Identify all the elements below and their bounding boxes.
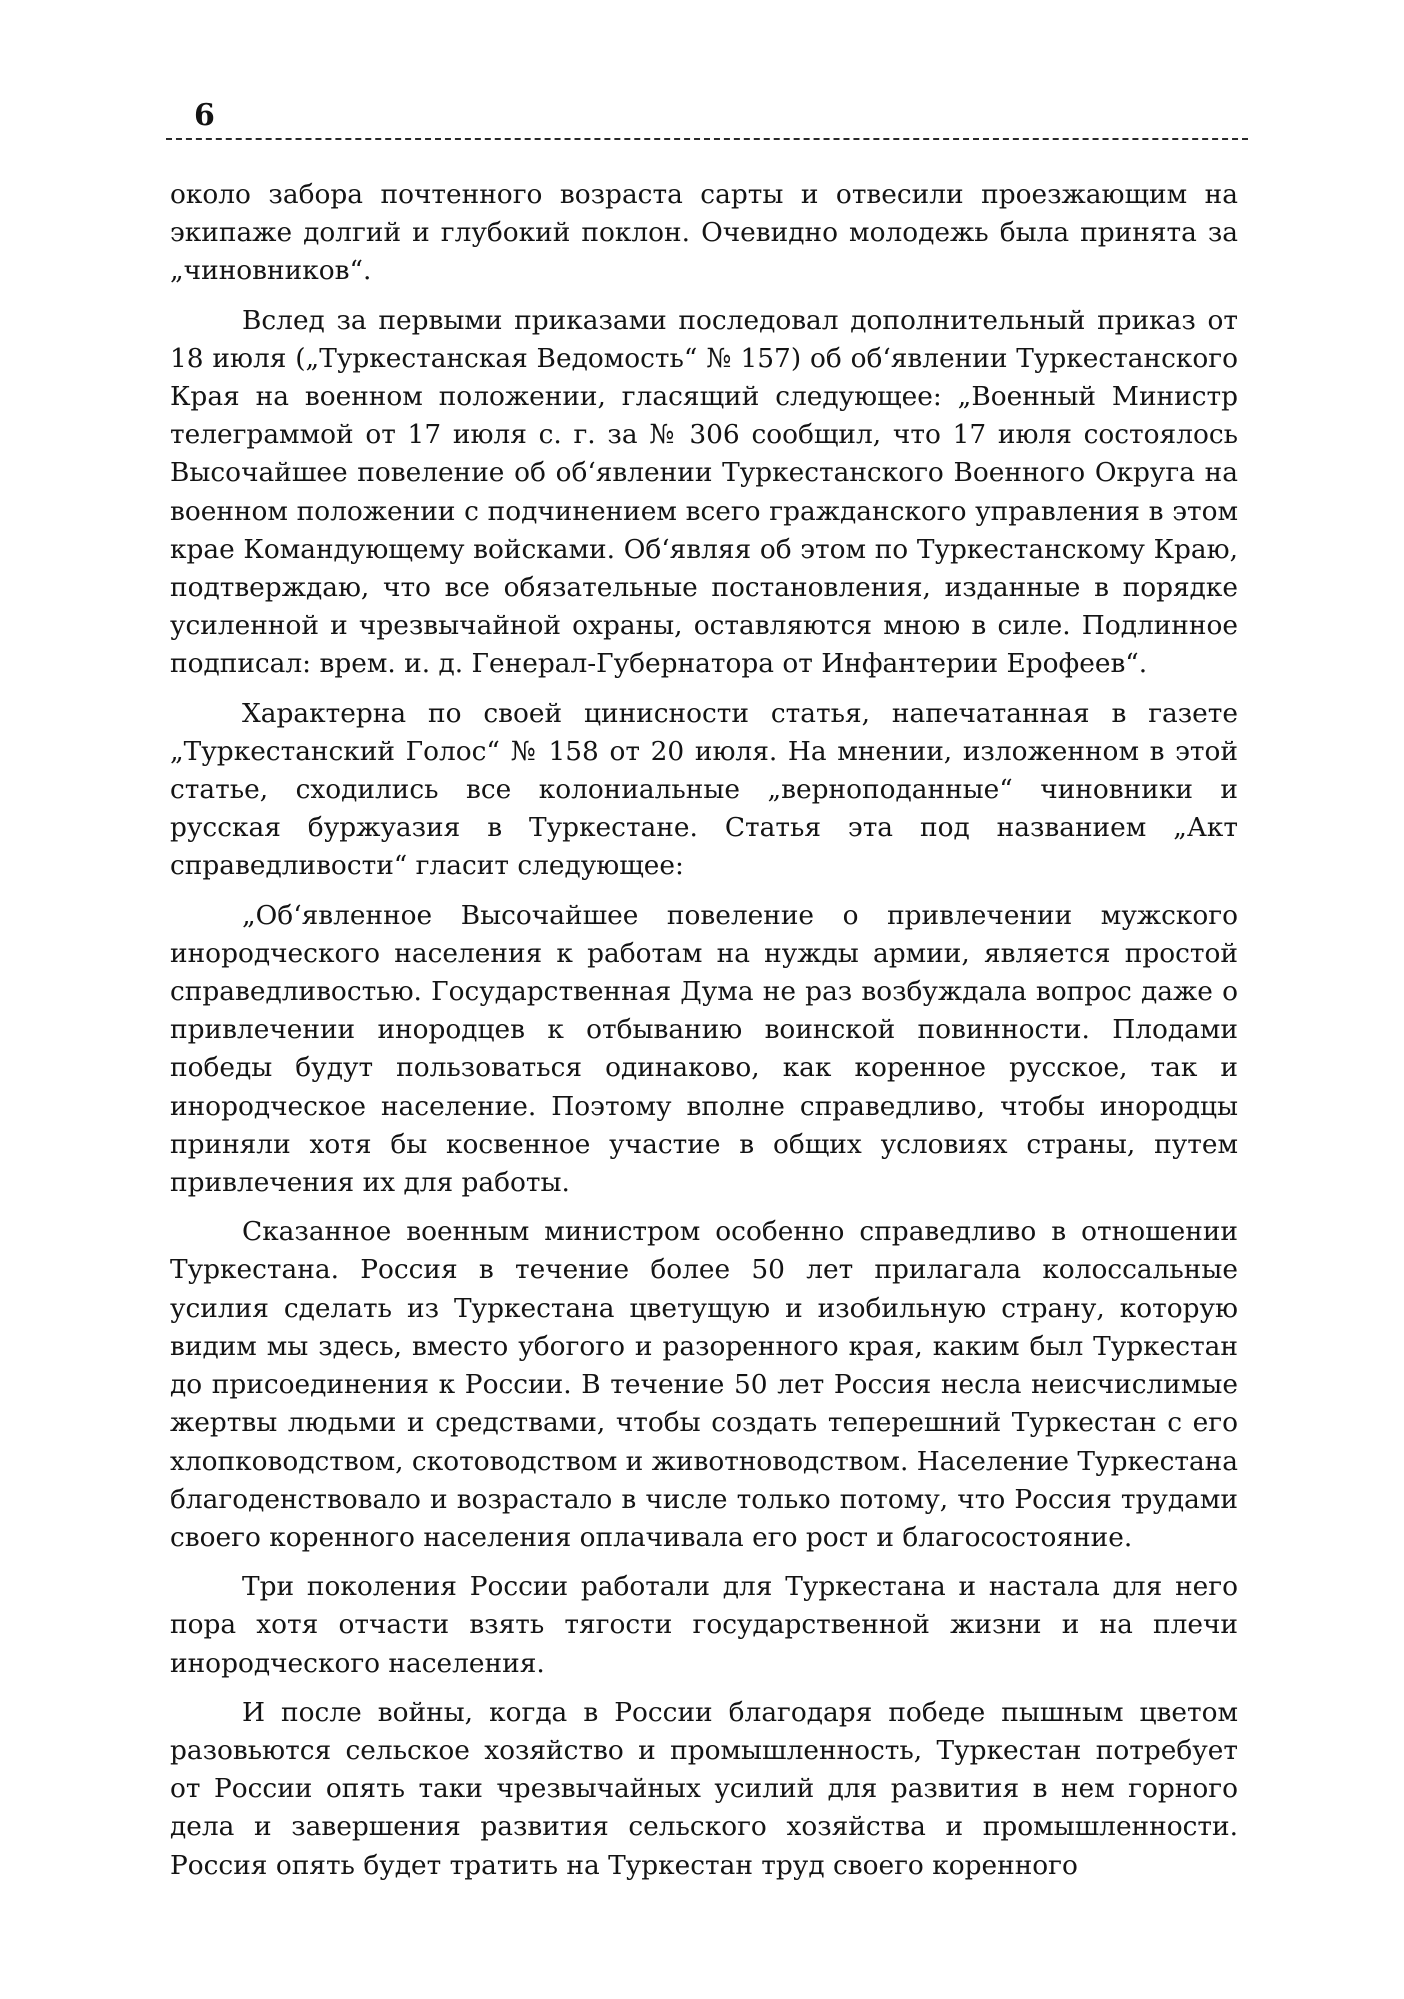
- paragraph: около забора почтенного возраста сарты и отвесили проезжающим на экипаже долгий и глубокий поклон. Очевидно молодежь была принята за „чиновников“.: [170, 179, 1238, 287]
- page-header: [166, 98, 1248, 142]
- paragraph: Вслед за первыми приказами последовал дополнительный приказ от 18 июля („Туркестанская Ведомость“ № 157) об об‘явлении Туркестанского Края на военном положении, гласящий следующее: „Военный Министр телеграммой от 17 июля с. г. за № 306 сообщил, что 17 июля состоялось Высочайшее повеление об об‘явлении Туркестанского Военного Округа на военном положении с подчинением всего гражданского управления в этом крае Командующему войсками. Об‘являя об этом по Туркестанскому Краю, подтверждаю, что все обязательные постановления, изданные в порядке усиленной и чрезвычайной охраны, оставляются мною в силе. Подлинное подписал: врем. и. д. Генерал-Губернатора от Инфантерии Ерофеев“.: [170, 304, 1238, 680]
- page-number: 6: [194, 98, 215, 133]
- body-text: [170, 176, 1238, 1896]
- quoted-paragraph: Сказанное военным министром особенно справедливо в отношении Туркестана. Россия в течение более 50 лет прилагала колоссальные усилия сделать из Туркестана цветущую и изобильную страну, которую видим мы здесь, вместо убогого и разоренного края, каким был Туркестан до присоединения к России. В течение 50 лет Россия несла неисчислимые жертвы людьми и средствами, чтобы создать теперешний Туркестан с его хлопководством, скотоводством и животноводством. Население Туркестана благоденствовало и возрастало в числе только потому, что Россия трудами своего коренного населения оплачивала его рост и благосостояние.: [170, 1216, 1239, 1553]
- quoted-paragraph: И после войны, когда в России благодаря победе пышным цветом разовьются сельское хозяйство и промышленность, Туркестан потребует от России опять таки чрезвычайных усилий для развития в нем горного дела и завершения развития сельского хозяйства и промышленности. Россия опять будет тратить на Туркестан труд своего коренного: [170, 1696, 1238, 1881]
- quoted-paragraph: „Об‘явленное Высочайшее повеление о привлечении мужского инородческого населения к работам на нужды армии, является простой справедливостью. Государственная Дума не раз возбуждала вопрос даже о привлечении инородцев к отбыванию воинской повинности. Плодами победы будут пользоваться одинаково, как коренное русское, так и инородческое население. Поэтому вполне справедливо, чтобы инородцы приняли хотя бы косвенное участие в общих условиях страны, путем привлечения их для работы.: [170, 899, 1238, 1199]
- quoted-paragraph: Три поколения России работали для Туркестана и настала для него пора хотя отчасти взять тягости государственной жизни и на плечи инородческого населения.: [170, 1571, 1238, 1679]
- header-rule: [166, 138, 1248, 140]
- paragraph: Характерна по своей цинисности статья, напечатанная в газете „Туркестанский Голос“ № 158 от 20 июля. На мнении, изложенном в этой статье, сходились все колониальные „верноподанные“ чиновники и русская буржуазия в Туркестане. Статья эта под названием „Акт справедливости“ гласит следующее:: [170, 697, 1238, 882]
